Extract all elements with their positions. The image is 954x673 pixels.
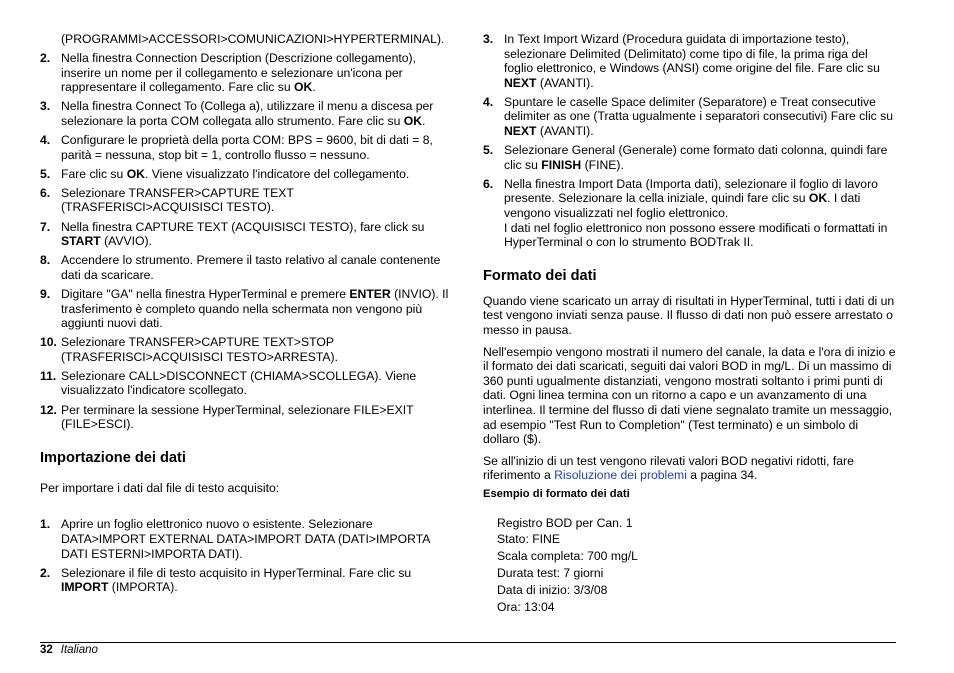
example-line: Data di inizio: 3/3/08 bbox=[497, 582, 608, 597]
step-item: 6. Selezionare TRANSFER>CAPTURE TEXT (TRASFERISCI>ACQUISISCI TESTO). bbox=[40, 185, 294, 215]
step-item: 6. Nella finestra Import Data (Importa dati), selezionare il foglio di lavoro presente. Selezionare la cella iniziale, quindi fare clic su OK. I dati vengono visualizzati nel foglio elettronico. I dati nel foglio elettronico non possono essere modificati o formattati in HyperTerminal o con lo strumento BODTrak II. bbox=[483, 176, 888, 250]
step-item: 5. Fare clic su OK. Viene visualizzato l'indicatore del collegamento. bbox=[40, 166, 410, 181]
example-line: Registro BOD per Can. 1 bbox=[497, 515, 633, 530]
page-number: 32 bbox=[40, 644, 53, 656]
example-line: Durata test: 7 giorni bbox=[497, 565, 604, 580]
import-steps-list bbox=[40, 517, 455, 594]
step-item: 7. Nella finestra CAPTURE TEXT (ACQUISISCI TESTO), fare click su START (AVVIO). bbox=[40, 219, 425, 249]
example-line: Scala completa: 700 mg/L bbox=[497, 549, 638, 564]
format-para-3: Se all'inizio di un test vengono rilevati valori BOD negativi ridotti, fare riferimento a Risoluzione dei problemi a pagina 34. bbox=[483, 453, 854, 483]
step-item: 4. Configurare le proprietà della porta COM: BPS = 9600, bit di dati = 8, parità = nessuna, stop bit = 1, controllo flusso = nessuno. bbox=[40, 133, 433, 162]
import-steps-continued-list bbox=[483, 32, 898, 250]
step-item: 1. Aprire un foglio elettronico nuovo o esistente. Selezionare DATA>IMPORT EXTERNAL DATA>IMPORT DATA (DATI>IMPORTA DATI ESTERNI>IMPORTA DATI). bbox=[40, 517, 430, 561]
import-intro: Per importare i dati dal file di testo acquisito: bbox=[40, 480, 280, 495]
step-item: 2. Selezionare il file di testo acquisito in HyperTerminal. Fare clic su IMPORT (IMPORTA). bbox=[40, 565, 412, 595]
troubleshooting-link[interactable]: Risoluzione dei problemi bbox=[554, 468, 687, 483]
right-column bbox=[483, 32, 898, 615]
left-column bbox=[40, 32, 455, 599]
example-list bbox=[483, 515, 898, 616]
step-item: 8. Accendere lo strumento. Premere il tasto relativo al canale contenente dati da scaricare. bbox=[40, 253, 441, 282]
step-item: 11. Selezionare CALL>DISCONNECT (CHIAMA>SCOLLEGA). Viene visualizzato l'indicatore scollegato. bbox=[40, 368, 417, 398]
section-heading-import: Importazione dei dati bbox=[40, 449, 186, 466]
page-footer bbox=[40, 643, 98, 657]
format-para-1: Quando viene scaricato un array di risultati in HyperTerminal, tutti i dati di un test vengono inviati senza pause. Il flusso di dati non può essere arrestato o messo in pausa. bbox=[483, 293, 895, 337]
format-para-2: Nell'esempio vengono mostrati il numero del canale, la data e l'ora di inizio e il formato dei dati scaricati, seguiti dai valori BOD in mg/L. Di un massimo di 360 punti ugualmente distanziati, vengono mostrati soltanto i primi punti di dati. Ogni linea termina con un ritorno a capo e un avanzamento di una interlinea. Il termine del flusso di dati viene segnalato tramite un messaggio, ad esempio "Test Run to Completion" (Test terminato) e un simbolo di dollaro ($). bbox=[483, 344, 896, 447]
step-item: 5. Selezionare General (Generale) come formato dati colonna, quindi fare clic su FINISH (FINE). bbox=[483, 143, 888, 172]
footer-divider bbox=[40, 642, 896, 643]
connection-steps-list bbox=[40, 51, 455, 432]
step-item: 3. In Text Import Wizard (Procedura guidata di importazione testo), selezionare Delimited (Delimitato) come tipo di file, la prima riga del foglio elettronico, e Windows (ANSI) come origine del file. Fare clic su NEXT (AVANTI). bbox=[483, 32, 880, 90]
example-line: Ora: 13:04 bbox=[497, 599, 555, 614]
step-item: 10. Selezionare TRANSFER>CAPTURE TEXT>STOP (TRASFERISCI>ACQUISISCI TESTO>ARRESTA). bbox=[40, 335, 338, 364]
step-1-continuation: (PROGRAMMI>ACCESSORI>COMUNICAZIONI>HYPERTERMINAL). bbox=[61, 32, 445, 46]
step-item: 2. Nella finestra Connection Description (Descrizione collegamento), inserire un nome per il collegamento e selezionare un'icona per rappresentare il collegamento. Fare clic su OK. bbox=[40, 51, 416, 95]
footer-language: Italiano bbox=[60, 644, 98, 656]
section-heading-format: Formato dei dati bbox=[483, 267, 597, 284]
step-item: 9. Digitare "GA" nella finestra HyperTerminal e premere ENTER (INVIO). Il trasferimento è completo quando nella schermata non vengono più aggiunti nuovi dati. bbox=[40, 286, 449, 331]
example-title: Esempio di formato dei dati bbox=[483, 487, 630, 500]
example-line: Stato: FINE bbox=[497, 532, 560, 547]
step-item: 4. Spuntare le caselle Space delimiter (Separatore) e Treat consecutive delimiter as one (Tratta ugualmente i separatori consecutivi) Fare clic su NEXT (AVANTI). bbox=[483, 94, 894, 139]
step-item: 3. Nella finestra Connect To (Collega a), utilizzare il menu a discesa per selezionare la porta COM collegata allo strumento. Fare clic su OK. bbox=[40, 99, 434, 128]
step-note: I dati nel foglio elettronico non possono essere modificati o formattati in HyperTerminal o con lo strumento BODTrak II. bbox=[504, 220, 888, 250]
step-item: 12. Per terminare la sessione HyperTerminal, selezionare FILE>EXIT (FILE>ESCI). bbox=[40, 402, 414, 432]
